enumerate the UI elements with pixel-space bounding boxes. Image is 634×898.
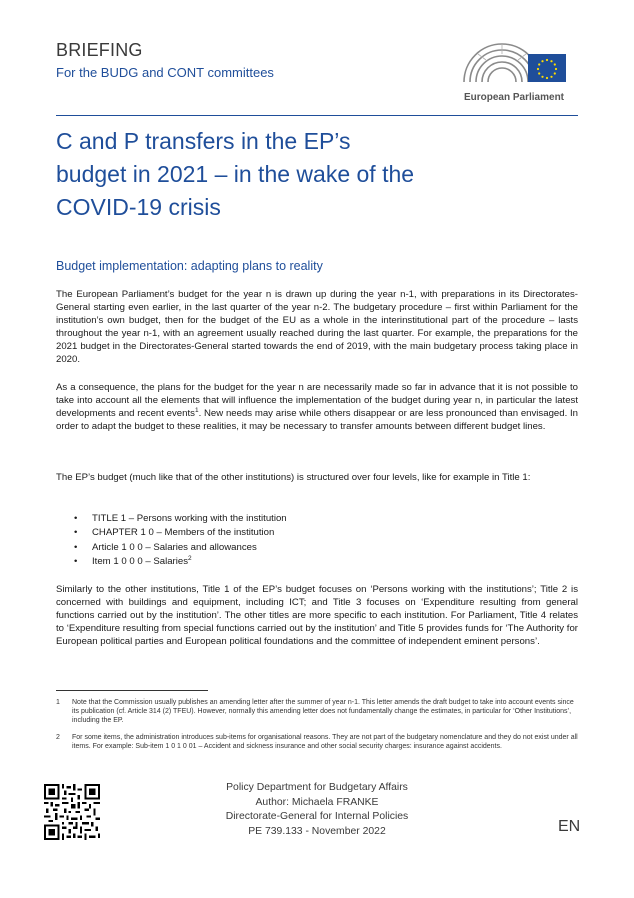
list-item-text: CHAPTER 1 0 – Members of the institution (92, 527, 275, 539)
page-title (56, 125, 576, 224)
footnote-ref-1[interactable]: 1 (194, 407, 199, 414)
paragraph-2 (56, 381, 578, 433)
list-item-text: TITLE 1 – Persons working with the institution (92, 513, 287, 524)
footnote-divider (56, 690, 208, 691)
title-line: C and P transfers in the EP’s (56, 128, 351, 154)
footnote-number: 2 (56, 734, 60, 741)
footnote-1 (56, 698, 578, 726)
list-item (74, 541, 474, 555)
footer-info (182, 781, 452, 840)
footer-department: Policy Department for Budgetary Affairs (226, 782, 408, 793)
title-line: COVID-19 crisis (56, 194, 221, 220)
list-item-text: Item 1 0 0 0 – Salaries (92, 555, 188, 567)
language-code: EN (558, 818, 581, 835)
footnote-ref-2[interactable]: 2 (188, 554, 192, 562)
paragraph-2-text-a: As a consequence, the plans for the budget for the year n are necessarily made so far in advance that it is not possible to take into account all the elements that will influence the implementation of the budget during year n, in particular the latest developments and recent events (56, 382, 578, 420)
committee-subtitle: For the BUDG and CONT committees (56, 65, 274, 80)
list-item (74, 526, 474, 540)
footer-directorate: Directorate-General for Internal Policies (225, 811, 409, 823)
list-item (74, 512, 474, 526)
list-item-text: Article 1 0 0 – Salaries and allowances (92, 541, 257, 553)
paragraph-4: Similarly to the other institutions, Title 1 of the EP’s budget focuses on ‘Persons working with the institutions’; Title 2 is concerned with buildings and equipment, including ICT; and Title 3 focuses on ‘Expenditure resulting from general functions carried out by the institution’. The other titles are more specific to each institution. For Parliament, Title 4 relates to ‘Expenditure resulting from special functions carried out by the institution’ and Title 5 provides funds for ‘The Authority for European political parties and European political foundations and the committee of independent eminent persons’. (56, 584, 578, 648)
footnote-text: Note that the Commission usually publishes an amending letter after the summer of year n-1. This letter amends the draft budget to take into account events since its publication (cf. Article 314 (2) TFEU). However, normally this amending letter does not fundamentally change the estimates, in particular for ‘Other Institutions’, including the EP. (72, 699, 574, 725)
footnote-text: For some items, the administration introduces sub-items for organisational reasons. They are not part of the budgetary nomenclature and they do not exist under all items. For example: Sub-item 1 0 1 0 01 – Accident and sickness insurance and other social security charges: insurance against accidents. (72, 734, 578, 751)
footnote-number: 1 (56, 699, 60, 706)
footer-author: Author: Michaela FRANKE (255, 796, 379, 808)
budget-levels-list (74, 512, 474, 569)
footnote-2 (56, 733, 578, 751)
list-item (74, 555, 474, 569)
briefing-label: BRIEFING (56, 40, 143, 60)
header-divider (56, 115, 578, 116)
paragraph-3: The EP’s budget (much like that of the other institutions) is structured over four levels, like for example in Title 1: (56, 472, 531, 483)
qr-code[interactable] (44, 784, 100, 840)
section-heading: Budget implementation: adapting plans to reality (56, 259, 323, 273)
logo-text: European Parliament (463, 92, 565, 103)
paragraph-1: The European Parliament’s budget for the year n is drawn up during the year n-1, with preparations in its Directorates-General starting even earlier, in the last quarter of the year n-2. The budgetary procedure – first within Parliament for the institution’s own budget, then for the budget of the EU as a whole in the interinstitutional part of the procedure – lasts throughout the year n-1, with an agreement usually reached during the last quarter. For example, the preparations for the 2021 budget in the Directorates-General started towards the end of 2019, with the main budgetary process taking place in 2020. (56, 289, 578, 366)
paragraph-2-text-b: . New needs may arise while others disappear or are less pronounced than envisaged. In order to adapt the budget to these realities, it may be necessary to transfer amounts between different budget lines. (56, 408, 578, 433)
footer-reference: PE 739.133 - November 2022 (248, 826, 386, 838)
title-line: budget in 2021 – in the wake of the (56, 161, 415, 187)
